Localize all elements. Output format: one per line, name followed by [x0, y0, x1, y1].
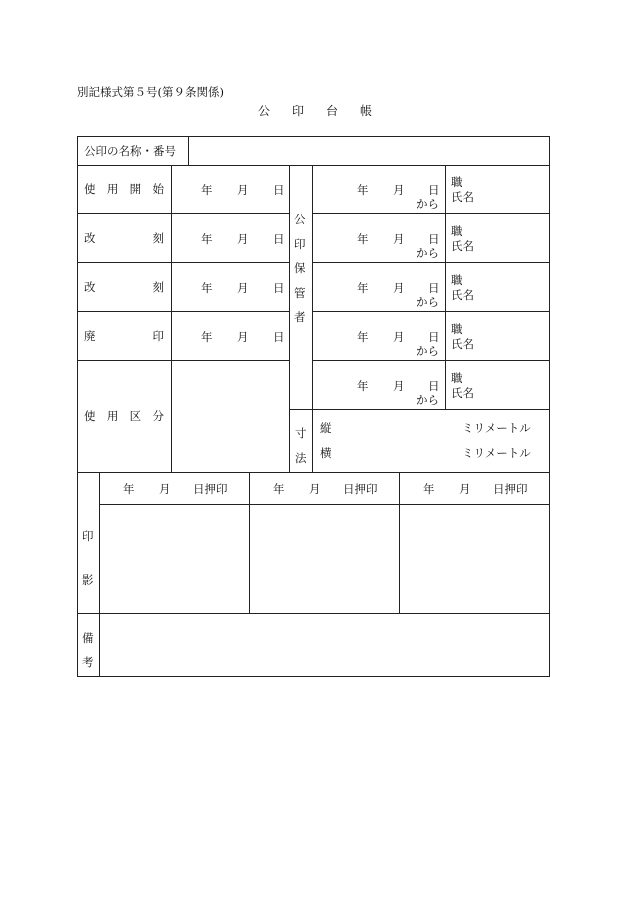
from-label: から	[416, 197, 439, 211]
year-label: 年	[357, 379, 369, 393]
month-label: 月	[159, 482, 171, 496]
label-char: 廃	[84, 329, 96, 343]
day-label: 日	[428, 330, 440, 344]
table-border-right	[549, 136, 550, 676]
row-divider	[77, 472, 550, 473]
month-label: 月	[393, 232, 405, 246]
month-label: 月	[237, 330, 249, 344]
from-label: から	[416, 295, 439, 309]
dimension-vertical-label: 縦	[320, 421, 332, 435]
row-label-usage-category	[84, 409, 164, 423]
name-label: 氏名	[451, 288, 474, 302]
row-label-recarve-2	[84, 280, 164, 294]
year-label: 年	[423, 482, 435, 496]
day-label: 日	[428, 281, 440, 295]
name-label: 氏名	[451, 337, 474, 351]
usage-category-field[interactable]	[172, 361, 288, 471]
custodian-date-5[interactable]	[313, 378, 445, 408]
month-label: 月	[237, 281, 249, 295]
year-label: 年	[201, 232, 213, 246]
seal-name-field[interactable]	[190, 137, 548, 164]
remarks-field[interactable]	[100, 614, 548, 675]
row-label-abolish	[84, 329, 164, 343]
post-label: 職	[451, 175, 463, 189]
row-divider	[77, 165, 550, 166]
month-label: 月	[393, 281, 405, 295]
month-label: 月	[237, 183, 249, 197]
custodian-post-name-3[interactable]	[451, 273, 474, 303]
label-char: 刻	[152, 231, 164, 245]
date-field-abolish[interactable]	[172, 329, 289, 343]
label-char: 保	[294, 261, 306, 275]
seal-name-label: 公印の名称・番号	[84, 144, 176, 158]
label-char: 法	[295, 451, 307, 465]
page-title	[200, 102, 430, 119]
post-label: 職	[451, 371, 463, 385]
unit-mm-label: ミリメートル	[462, 421, 531, 435]
stamp-date-label: 日押印	[193, 482, 228, 496]
label-char: 使	[84, 182, 96, 196]
remarks-label	[82, 626, 94, 674]
month-label: 月	[393, 183, 405, 197]
name-label: 氏名	[451, 239, 474, 253]
from-label: から	[416, 344, 439, 358]
date-field-usage-start[interactable]	[172, 182, 289, 196]
impression-box-2[interactable]	[250, 505, 398, 612]
stamp-date-label: 日押印	[493, 482, 528, 496]
month-label: 月	[459, 482, 471, 496]
label-char: 改	[84, 231, 96, 245]
year-label: 年	[273, 482, 285, 496]
month-label: 月	[393, 379, 405, 393]
impression-box-3[interactable]	[400, 505, 548, 612]
table-border-left	[77, 136, 78, 676]
post-label: 職	[451, 224, 463, 238]
custodian-date-3[interactable]	[313, 280, 445, 310]
label-char: 寸	[295, 426, 307, 440]
row-divider	[77, 262, 289, 263]
impression-label	[82, 514, 94, 602]
label-char: 公	[294, 212, 306, 226]
unit-mm-label: ミリメートル	[462, 446, 531, 460]
stamp-date-label: 日押印	[343, 482, 378, 496]
label-char: 印	[294, 236, 306, 251]
day-label: 日	[273, 330, 285, 344]
label-char: 改	[84, 280, 96, 294]
from-label: から	[416, 246, 439, 260]
row-divider	[312, 311, 550, 312]
post-label: 職	[451, 273, 463, 287]
dimension-horizontal-field[interactable]	[336, 443, 456, 463]
year-label: 年	[201, 183, 213, 197]
day-label: 日	[428, 379, 440, 393]
row-divider	[312, 360, 550, 361]
year-label: 年	[357, 232, 369, 246]
title-char: 帳	[360, 104, 373, 118]
day-label: 日	[273, 281, 285, 295]
custodian-label	[294, 207, 308, 330]
impression-box-1[interactable]	[100, 505, 248, 612]
post-label: 職	[451, 322, 463, 336]
dimension-label	[295, 421, 307, 471]
form-caption: 別記様式第５号(第９条関係)	[77, 85, 224, 99]
from-label: から	[416, 393, 439, 407]
day-label: 日	[428, 183, 440, 197]
label-char: 印	[152, 329, 164, 343]
row-divider	[312, 262, 550, 263]
label-char: 刻	[152, 280, 164, 294]
label-char: 管	[294, 285, 306, 300]
title-char: 公	[257, 104, 270, 118]
label-char: 使	[84, 409, 96, 423]
custodian-date-2[interactable]	[313, 231, 445, 261]
year-label: 年	[357, 330, 369, 344]
day-label: 日	[428, 232, 440, 246]
custodian-date-4[interactable]	[313, 329, 445, 359]
custodian-post-name-1[interactable]	[451, 175, 474, 205]
col-divider	[289, 165, 290, 472]
month-label: 月	[393, 330, 405, 344]
day-label: 日	[273, 232, 285, 246]
col-divider	[445, 165, 446, 409]
date-field-recarve-2[interactable]	[172, 280, 289, 294]
row-divider	[289, 409, 550, 410]
label-char: 分	[152, 409, 164, 423]
label-char: 用	[106, 182, 119, 196]
year-label: 年	[201, 330, 213, 344]
dimension-horizontal-label: 横	[320, 446, 332, 460]
date-field-recarve-1[interactable]	[172, 231, 289, 245]
label-char: 備	[82, 631, 94, 645]
year-label: 年	[357, 183, 369, 197]
day-label: 日	[273, 183, 285, 197]
custodian-post-name-5[interactable]	[451, 371, 474, 401]
title-char: 印	[291, 104, 304, 118]
custodian-date-1[interactable]	[313, 182, 445, 212]
label-char: 用	[106, 409, 119, 423]
col-divider	[188, 136, 189, 165]
year-label: 年	[123, 482, 135, 496]
label-char: 始	[152, 182, 164, 196]
label-char: 開	[129, 182, 142, 196]
name-label: 氏名	[451, 386, 474, 400]
table-border-bottom	[77, 676, 550, 677]
dimension-vertical-field[interactable]	[336, 418, 456, 438]
month-label: 月	[237, 232, 249, 246]
name-label: 氏名	[451, 190, 474, 204]
year-label: 年	[357, 281, 369, 295]
row-divider	[77, 311, 289, 312]
label-char: 考	[82, 655, 94, 669]
custodian-post-name-2[interactable]	[451, 224, 474, 254]
row-label-recarve-1	[84, 231, 164, 245]
impression-date-3[interactable]	[400, 481, 549, 495]
month-label: 月	[309, 482, 321, 496]
custodian-post-name-4[interactable]	[451, 322, 474, 352]
label-char: 者	[294, 310, 306, 324]
label-char: 区	[129, 409, 142, 423]
label-char: 印	[82, 529, 94, 543]
year-label: 年	[201, 281, 213, 295]
impression-date-1[interactable]	[100, 481, 249, 495]
row-divider	[77, 213, 289, 214]
label-char: 影	[82, 573, 94, 587]
row-divider	[312, 213, 550, 214]
impression-date-2[interactable]	[250, 481, 399, 495]
title-char: 台	[326, 104, 339, 118]
row-label-usage-start	[84, 182, 164, 196]
